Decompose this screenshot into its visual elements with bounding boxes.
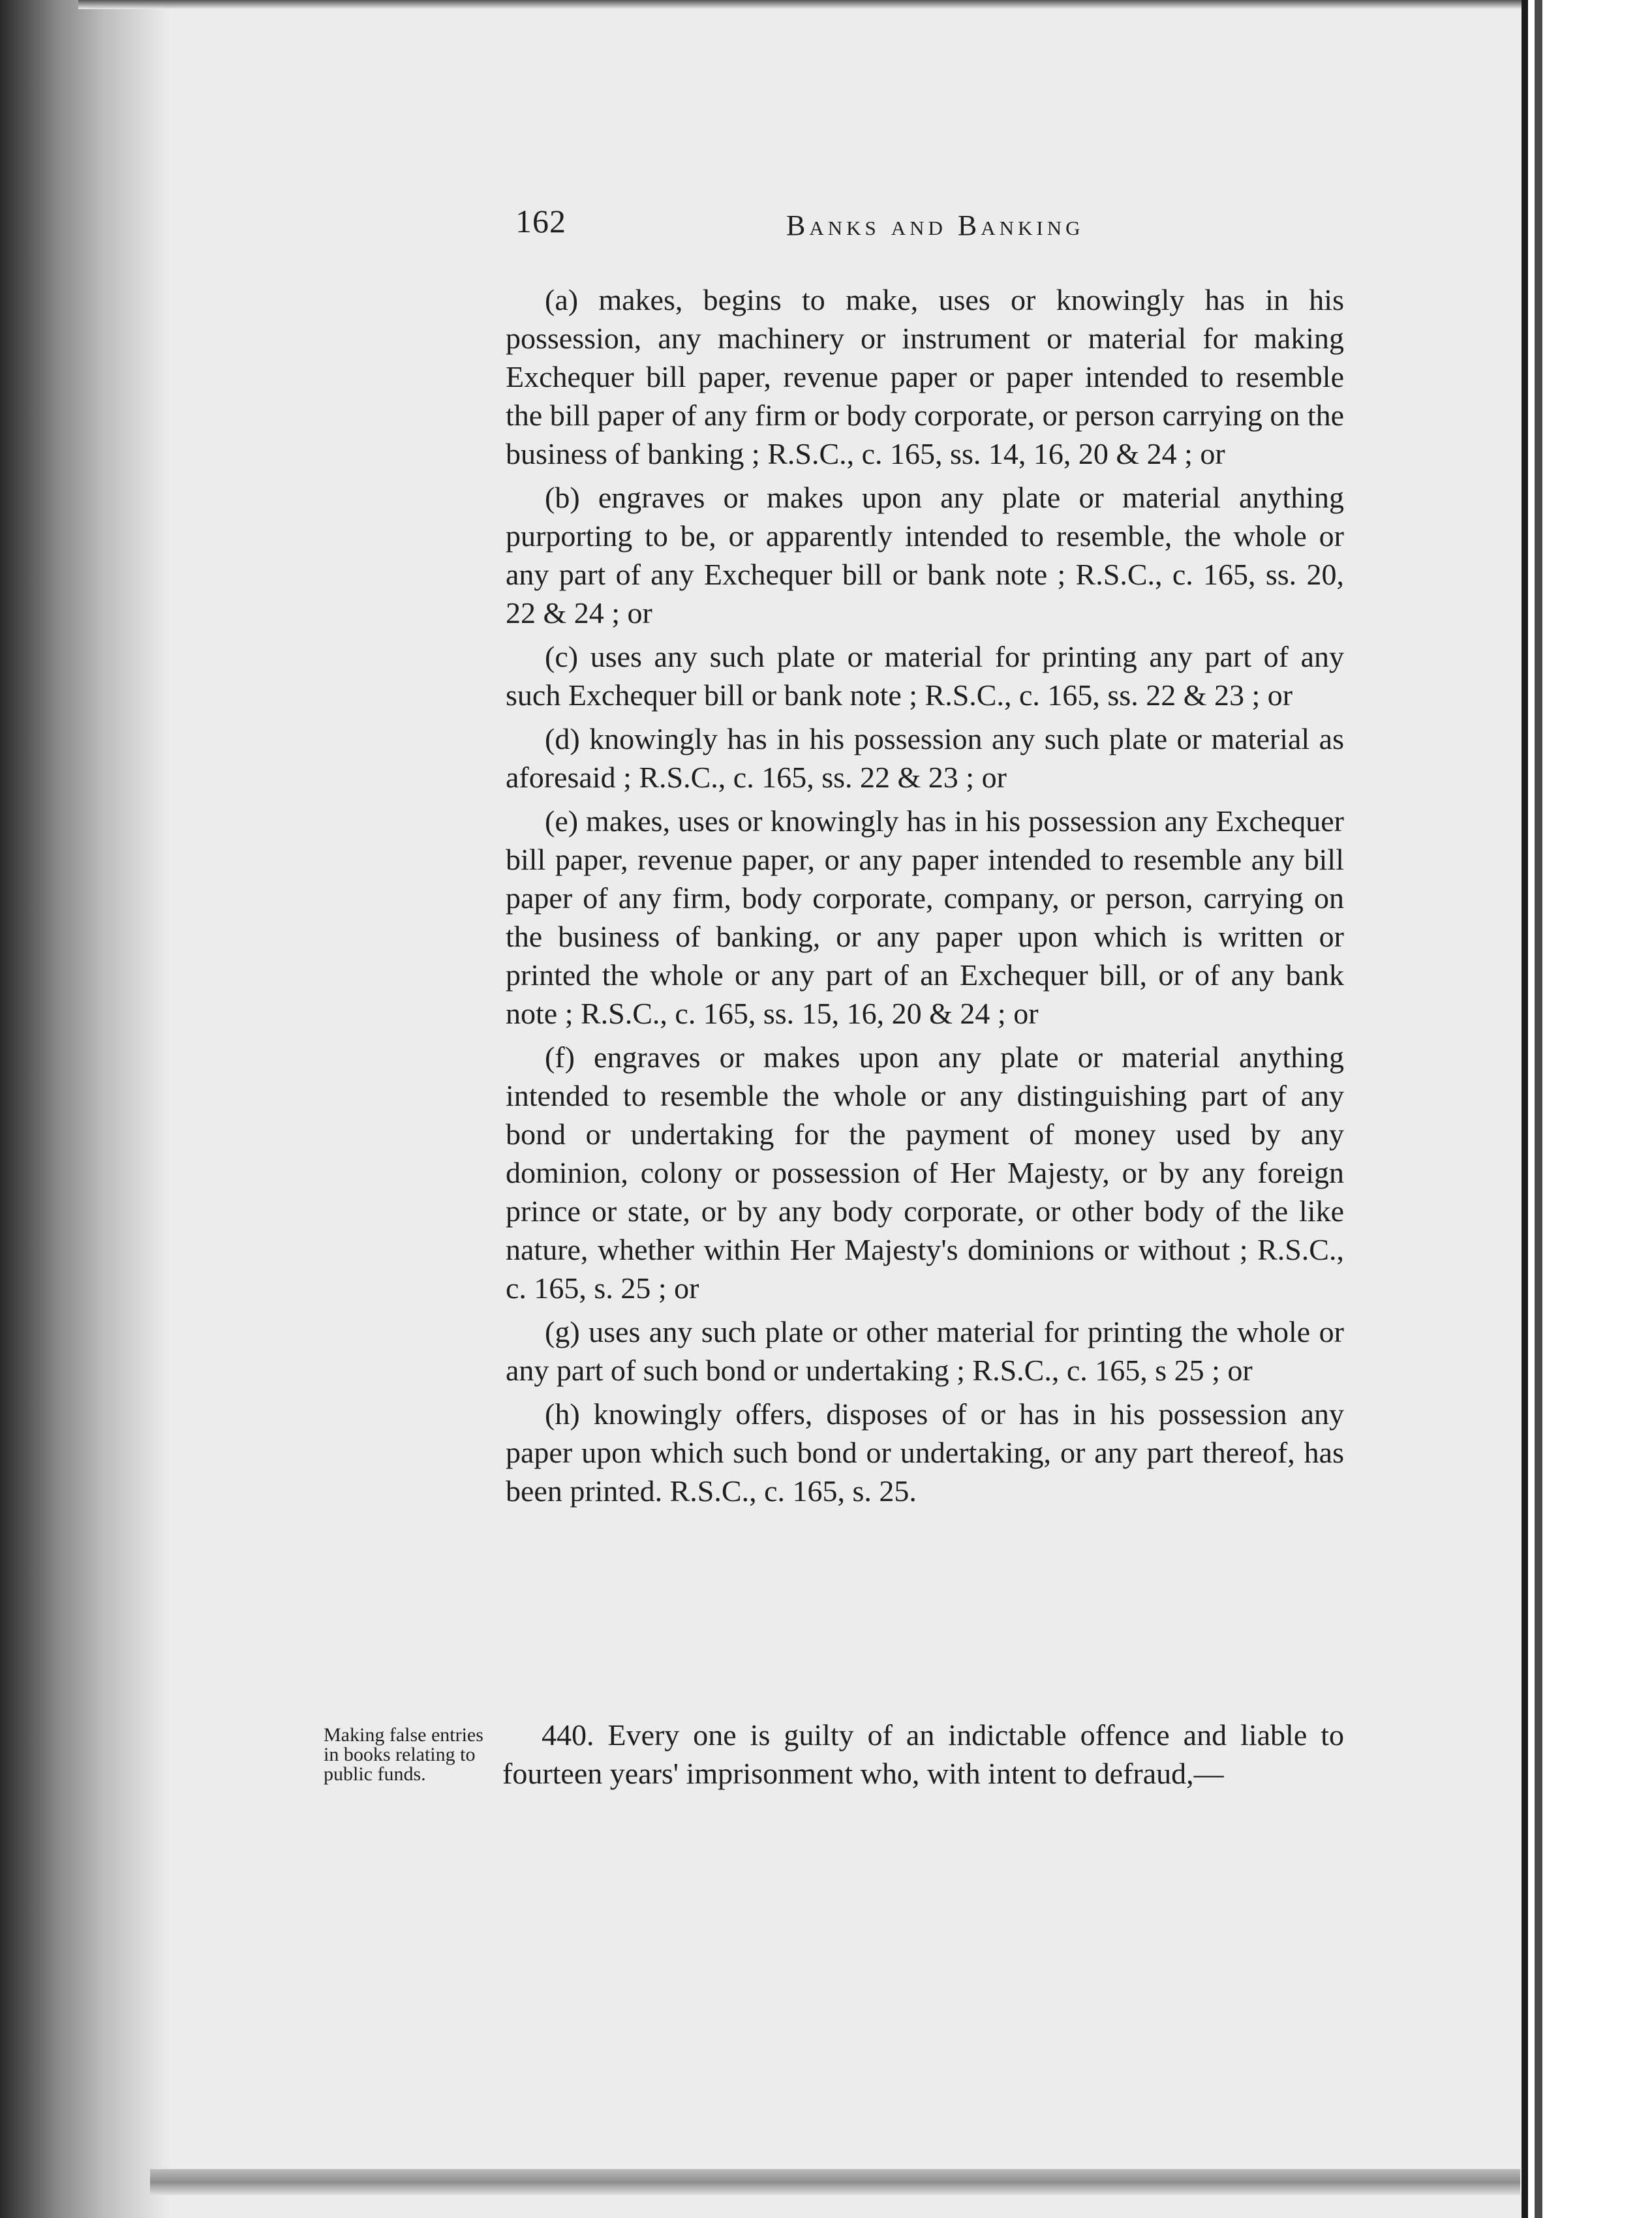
body-text [506, 281, 1344, 1510]
clause-e: (e) makes, uses or knowingly has in his possession any Exchequer bill paper, revenue paper, or any paper intended to resemble any bill paper of any firm, body corporate, company, or person, carrying on the business of banking, or any paper upon which is written or printed the whole or any part of an Exchequer bill, or of any bank note ; R.S.C., c. 165, ss. 15, 16, 20 & 24 ; or [506, 804, 1344, 1030]
clause-d: (d) knowingly has in his possession any such plate or material as aforesaid ; R.S.C., c. 165, ss. 22 & 23 ; or [506, 722, 1344, 794]
clause-f: (f) engraves or makes upon any plate or material anything intended to resemble the whole or any distinguishing part of any bond or undertaking for the payment of money used by any dominion, colony or possession of Her Majesty, or by any foreign prince or state, or by any body corporate, or other body of the like nature, whether within Her Majesty's dominions or without ; R.S.C., c. 165, s. 25 ; or [506, 1041, 1344, 1305]
top-edge-shadow [78, 0, 1522, 9]
section-440 [502, 1716, 1344, 1793]
page-number: 162 [515, 203, 566, 239]
right-gutter [1522, 0, 1652, 2218]
clause-h: (h) knowingly offers, disposes of or has in his possession any paper upon which such bond or undertaking, or any part thereof, has been printed. R.S.C., c. 165, s. 25. [506, 1397, 1344, 1508]
margin-note: Making false entries in books relating to public funds. [324, 1724, 483, 1785]
book-spine-shadow [0, 0, 170, 2218]
running-head: Banks and Banking [786, 209, 1084, 241]
clause-a: (a) makes, begins to make, uses or knowingly has in his possession, any machinery or instrument or material for making Exchequer bill paper, revenue paper or paper intended to resemble the bill paper of any firm or body corporate, or person carrying on the business of banking ; R.S.C., c. 165, ss. 14, 16, 20 & 24 ; or [506, 283, 1345, 470]
page-bottom-edge [150, 2169, 1520, 2195]
clause-g: (g) uses any such plate or other material for printing the whole or any part of such bond or undertaking ; R.S.C., c. 165, s 25 ; or [506, 1315, 1344, 1387]
clause-c: (c) uses any such plate or material for printing any part of any such Exchequer bill or bank note ; R.S.C., c. 165, ss. 22 & 23 ; or [506, 640, 1344, 712]
clause-b: (b) engraves or makes upon any plate or material anything purporting to be, or apparently intended to resemble, the whole or any part of any Exchequer bill or bank note ; R.S.C., c. 165, ss. 20, 22 & 24 ; or [506, 481, 1344, 630]
section-440-text: 440. Every one is guilty of an indictable offence and liable to fourteen years' imprisonment who, with intent to defraud,— [502, 1718, 1344, 1790]
